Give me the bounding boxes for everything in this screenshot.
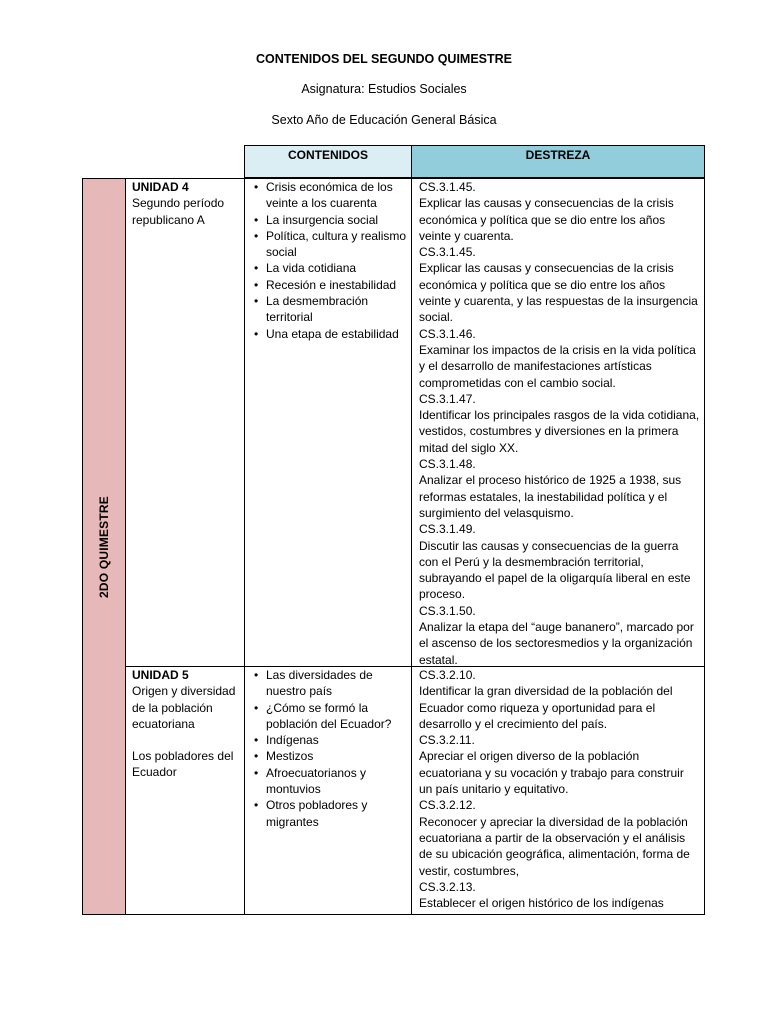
skill-text: Establecer el origen histórico de los indígenas <box>419 896 664 911</box>
skill-text: Explicar las causas y consecuencias de la crisis económica y política que se dio entre los años veinte y cuarenta. <box>419 196 674 243</box>
list-item: • Política, cultura y realismo social <box>253 228 407 261</box>
list-item: • ¿Cómo se formó la población del Ecuador? <box>253 700 407 733</box>
skill-code: CS.3.1.45. <box>419 180 476 194</box>
skill-code: CS.3.1.48. <box>419 457 476 472</box>
list-item: • Otros pobladores y migrantes <box>253 797 407 830</box>
list-item: • La vida cotidiana <box>253 260 407 276</box>
subject-line: Asignatura: Estudios Sociales <box>301 82 467 96</box>
skill-code: CS.3.2.10. <box>419 668 476 682</box>
list-item: • Mestizos <box>253 748 407 764</box>
skill-text: Apreciar el origen diverso de la población ecuatoriana y su vocación y trabajo para construir un país unitario y equitativo. <box>419 749 684 797</box>
skill-code: CS.3.1.46. <box>419 326 476 341</box>
list-item: • La insurgencia social <box>253 212 407 228</box>
quimestre-cell <box>82 178 126 915</box>
list-item: • Crisis económica de los veinte a los cuarenta <box>253 179 407 212</box>
skill-text: Reconocer y apreciar la diversidad de la población ecuatoriana a partir de la observación y el análisis de su ubicación geográfica, alimentación, forma de vestir, costumbres, <box>419 814 690 878</box>
unit-title: UNIDAD 5 <box>132 668 189 682</box>
skill-text: Discutir las causas y consecuencias de la guerra con el Perú y la desmembración territorial, subrayando el papel de la oligarquía liberal en este proceso. <box>419 538 691 602</box>
skill-code: CS.3.1.50. <box>419 603 476 618</box>
skill-code: CS.3.2.13. <box>419 879 476 894</box>
contenidos-header: CONTENIDOS <box>244 145 412 178</box>
skill-text: Analizar la etapa del “auge bananero”, marcado por el ascenso de los sectoresmedios y la organización estatal. <box>419 620 694 667</box>
list-item: • Recesión e inestabilidad <box>253 277 407 293</box>
document-title: CONTENIDOS DEL SEGUNDO QUIMESTRE <box>255 52 513 66</box>
spacer <box>132 732 240 748</box>
list-item: • Indígenas <box>253 732 407 748</box>
unit-subtitle: Los pobladores del Ecuador <box>132 749 234 780</box>
skill-text: Explicar las causas y consecuencias de la crisis económica y política que se dio entre los años veinte y cuarenta, y las respuestas de la insurgencia social. <box>419 261 698 325</box>
contents-list <box>253 667 407 830</box>
quimestre-label: 2DO QUIMESTRE <box>96 495 111 598</box>
skill-text: Identificar la gran diversidad de la población del Ecuador como riqueza y oportunidad para el desarrollo y el crecimiento del país. <box>419 684 673 731</box>
skill-code: CS.3.1.45. <box>419 245 476 260</box>
skill-code: CS.3.1.47. <box>419 391 476 406</box>
unit-subtitle: Origen y diversidad de la población ecuatoriana <box>132 684 236 731</box>
skill-code: CS.3.2.11. <box>419 733 475 748</box>
unit-subtitle: Segundo período republicano A <box>132 196 225 227</box>
list-item: • Las diversidades de nuestro país <box>253 667 407 700</box>
list-item: • Afroecuatorianos y montuvios <box>253 765 407 798</box>
skill-code: CS.3.1.49. <box>419 522 476 537</box>
skill-text: Examinar los impactos de la crisis en la vida política y el desarrollo de manifestaciones artísticas comprometidas con el cambio social. <box>419 342 696 390</box>
unit-title: UNIDAD 4 <box>132 180 189 194</box>
skills-cell <box>411 666 705 915</box>
skill-text: Analizar el proceso histórico de 1925 a 1938, sus reformas estatales, la inestabilidad política y el surgimiento del velasquismo. <box>419 473 682 520</box>
destreza-header: DESTREZA <box>411 145 705 178</box>
contents-cell <box>244 178 412 667</box>
grade-line: Sexto Año de Educación General Básica <box>271 113 497 127</box>
contents-list <box>253 179 407 342</box>
contents-cell <box>244 666 412 915</box>
skills-cell <box>411 178 705 667</box>
skill-text: Identificar los principales rasgos de la vida cotidiana, vestidos, costumbres y diversiones en la primera mitad del siglo XX. <box>419 408 700 455</box>
unit-cell <box>125 666 245 915</box>
unit-cell <box>125 178 245 667</box>
skill-code: CS.3.2.12. <box>419 798 476 813</box>
list-item: • Una etapa de estabilidad <box>253 326 407 342</box>
list-item: • La desmembración territorial <box>253 293 407 326</box>
